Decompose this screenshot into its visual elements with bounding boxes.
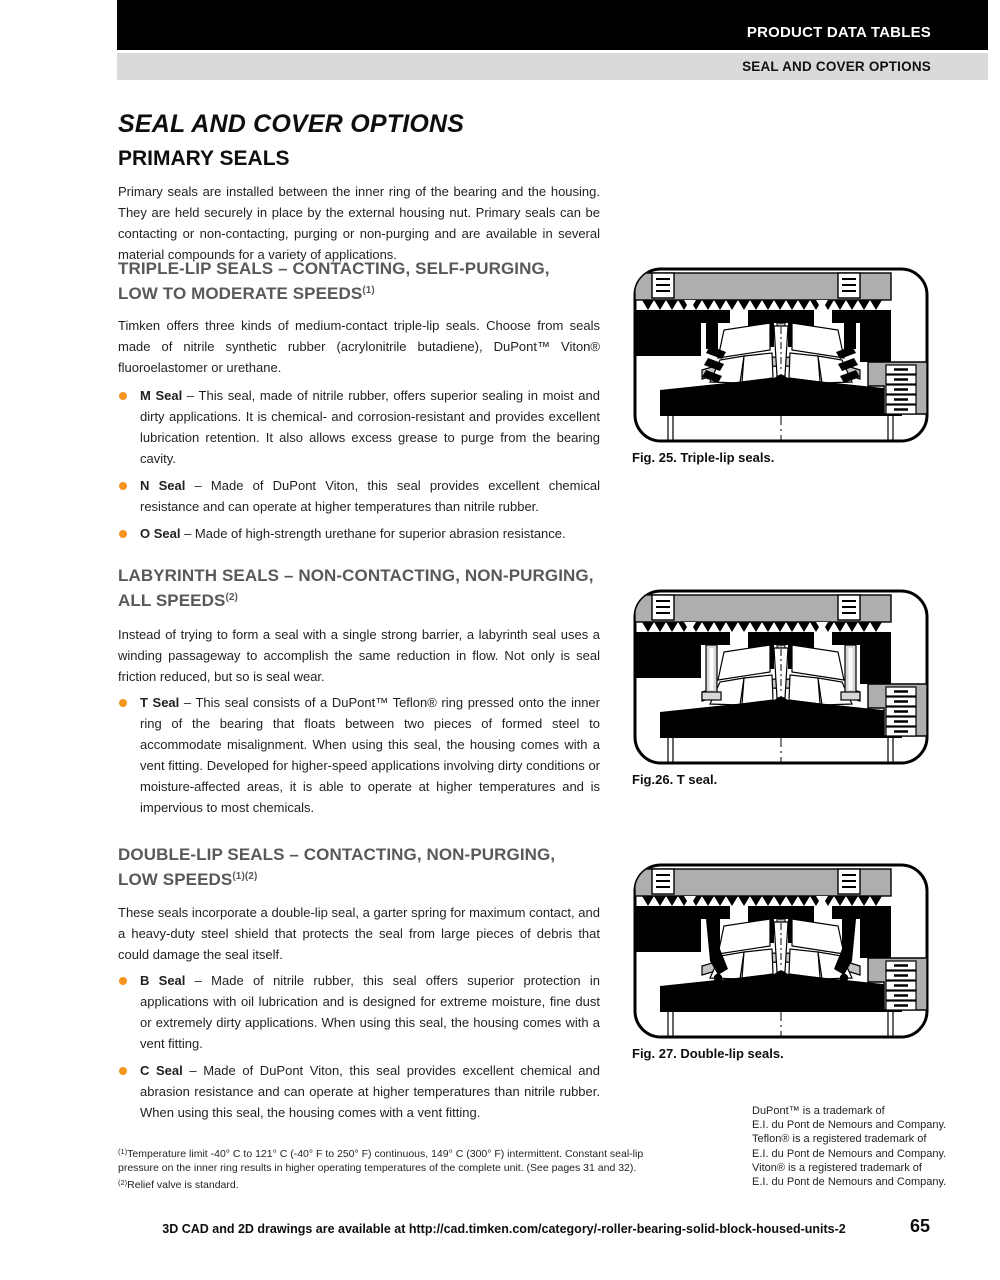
trademark-line: E.I. du Pont de Nemours and Company. xyxy=(752,1176,947,1189)
figure-26-t-seal xyxy=(632,588,930,787)
figure-25-triple-lip-seals xyxy=(632,266,930,465)
footnote-ref: (2) xyxy=(225,591,238,603)
seal-description: – Made of DuPont Viton, this seal provides excellent chemical and abrasion resistance and can operate at higher temperatures than nitrile rubber. When using this seal, the housing comes with a vent fitting. xyxy=(140,1063,600,1120)
seal-description: – This seal, made of nitrile rubber, offers superior sealing in moist and dirty applications. It is chemical- and corrosion-resistant and provides excellent lubrication retention. It also allows excess grease to purge from the bearing cavity. xyxy=(140,388,600,466)
seal-term: N Seal xyxy=(140,478,186,493)
trademark-line: E.I. du Pont de Nemours and Company. xyxy=(752,1119,947,1132)
seal-description: – This seal consists of a DuPont™ Teflon® ring pressed onto the inner ring of the bearing that floats between two pieces of formed steel to accommodate misalignment. When using this seal, the housing comes with a vent fitting. Developed for higher-speed applications involving dirty conditions or moisture-affected areas, it is able to operate at higher temperatures and is impervious to most chemicals. xyxy=(140,695,600,815)
section-heading-labyrinth: LABYRINTH SEALS – NON-CONTACTING, NON-PURGING, ALL SPEEDS$^{(2)}$ xyxy=(118,566,594,610)
list-item xyxy=(118,692,600,818)
header-band-primary xyxy=(117,0,988,50)
bearing-cross-section-diagram xyxy=(632,588,930,766)
section-heading-triple-lip: TRIPLE-LIP SEALS – CONTACTING, SELF-PURGING, LOW TO MODERATE SPEEDS$^{(1)}$ xyxy=(118,259,550,303)
trademark-notices xyxy=(752,1104,946,1189)
bullet-icon xyxy=(119,977,127,985)
trademark-line: DuPont™ is a trademark of xyxy=(752,1105,885,1117)
bullet-icon xyxy=(119,530,127,538)
trademark-line: E.I. du Pont de Nemours and Company. xyxy=(752,1147,947,1160)
bullet-list-triple-lip xyxy=(118,385,600,550)
list-item xyxy=(118,523,600,544)
seal-term: B Seal xyxy=(140,973,186,988)
list-item xyxy=(118,1060,600,1123)
bullet-icon xyxy=(119,392,127,400)
bullet-list-double-lip xyxy=(118,970,600,1129)
list-item xyxy=(118,970,600,1054)
figure-27-double-lip-seals xyxy=(632,862,930,1061)
footnotes xyxy=(118,1145,646,1194)
intro-paragraph: Primary seals are installed between the inner ring of the bearing and the housing. They are held securely in place by the external housing nut. Primary seals can be contacting or non-contacting, purging or non-purging and are available in several material compounds for a variety of applications. xyxy=(118,184,600,262)
seal-term: M Seal xyxy=(140,388,183,403)
seal-description: – Made of high-strength urethane for superior abrasion resistance. xyxy=(180,526,566,541)
section-body-triple-lip: Timken offers three kinds of medium-contact triple-lip seals. Choose from seals made of nitrile synthetic rubber (acrylonitrile butadiene), DuPont™ Viton® fluoroelastomer or urethane. xyxy=(118,318,600,375)
seal-term: T Seal xyxy=(140,695,180,710)
trademark-line: Viton® is a registered trademark of xyxy=(752,1161,922,1174)
page-title: SEAL AND COVER OPTIONS xyxy=(118,110,465,138)
figure-caption: Fig. 25. Triple-lip seals. xyxy=(632,450,775,465)
header-band-secondary xyxy=(117,53,988,80)
bearing-cross-section-diagram xyxy=(632,266,930,444)
trademark-line: Teflon® is a registered trademark of xyxy=(752,1133,927,1146)
section-body-double-lip: These seals incorporate a double-lip seal, a garter spring for maximum contact, and a heavy-duty steel shield that protects the seal from large pieces of debris that could damage the seal itself. xyxy=(118,905,600,962)
figure-caption: Fig. 27. Double-lip seals. xyxy=(632,1046,784,1061)
footer-cad-url: 3D CAD and 2D drawings are available at http://cad.timken.com/category/-roller-bearing-solid-block-housed-units-2 xyxy=(162,1222,846,1236)
footnote-2: $^{(2)}$Relief valve is standard. xyxy=(118,1178,239,1191)
header-secondary-label: SEAL AND COVER OPTIONS xyxy=(742,59,931,74)
page-number: 65 xyxy=(909,1216,930,1236)
bearing-cross-section-diagram xyxy=(632,862,930,1040)
footnote-ref: (1) xyxy=(362,284,375,296)
bullet-icon xyxy=(119,1067,127,1075)
footnote-1: $^{(1)}$Temperature limit -40° C to 121° C (-40° F to 250° F) continuous, 149° C (300° F) intermittent. Constant seal-lip pressure on the inner ring results in higher operating temperatures of the complete unit. (See pages 31 and 32). xyxy=(118,1147,644,1174)
bullet-list-labyrinth xyxy=(118,692,600,824)
seal-term: O Seal xyxy=(140,526,181,541)
bullet-icon xyxy=(119,699,127,707)
list-item xyxy=(118,475,600,517)
section-heading-double-lip: DOUBLE-LIP SEALS – CONTACTING, NON-PURGING, LOW $SPEEDS^{(1)(2)}$ xyxy=(118,845,556,889)
page-subtitle: PRIMARY SEALS xyxy=(118,147,290,170)
seal-description: – Made of DuPont Viton, this seal provides excellent chemical resistance and can operate at higher temperatures than nitrile rubber. xyxy=(140,478,600,514)
bullet-icon xyxy=(119,482,127,490)
seal-description: – Made of nitrile rubber, this seal offers superior protection in applications with oil lubrication and is designed for extreme moisture, fine dust or extremely dirty applications. When using this seal, the housing comes with a vent fitting. xyxy=(140,973,601,1051)
seal-term: C Seal xyxy=(140,1063,183,1078)
header-primary-label: PRODUCT DATA TABLES xyxy=(746,24,931,41)
list-item xyxy=(118,385,600,469)
section-body-labyrinth: Instead of trying to form a seal with a single strong barrier, a labyrinth seal uses a winding passageway to accomplish the same reduction in flow. Not only is seal friction reduced, but so is seal wear. xyxy=(118,627,600,684)
footnote-ref: (1)(2) xyxy=(232,870,258,882)
figure-caption: Fig.26. T seal. xyxy=(632,772,718,787)
